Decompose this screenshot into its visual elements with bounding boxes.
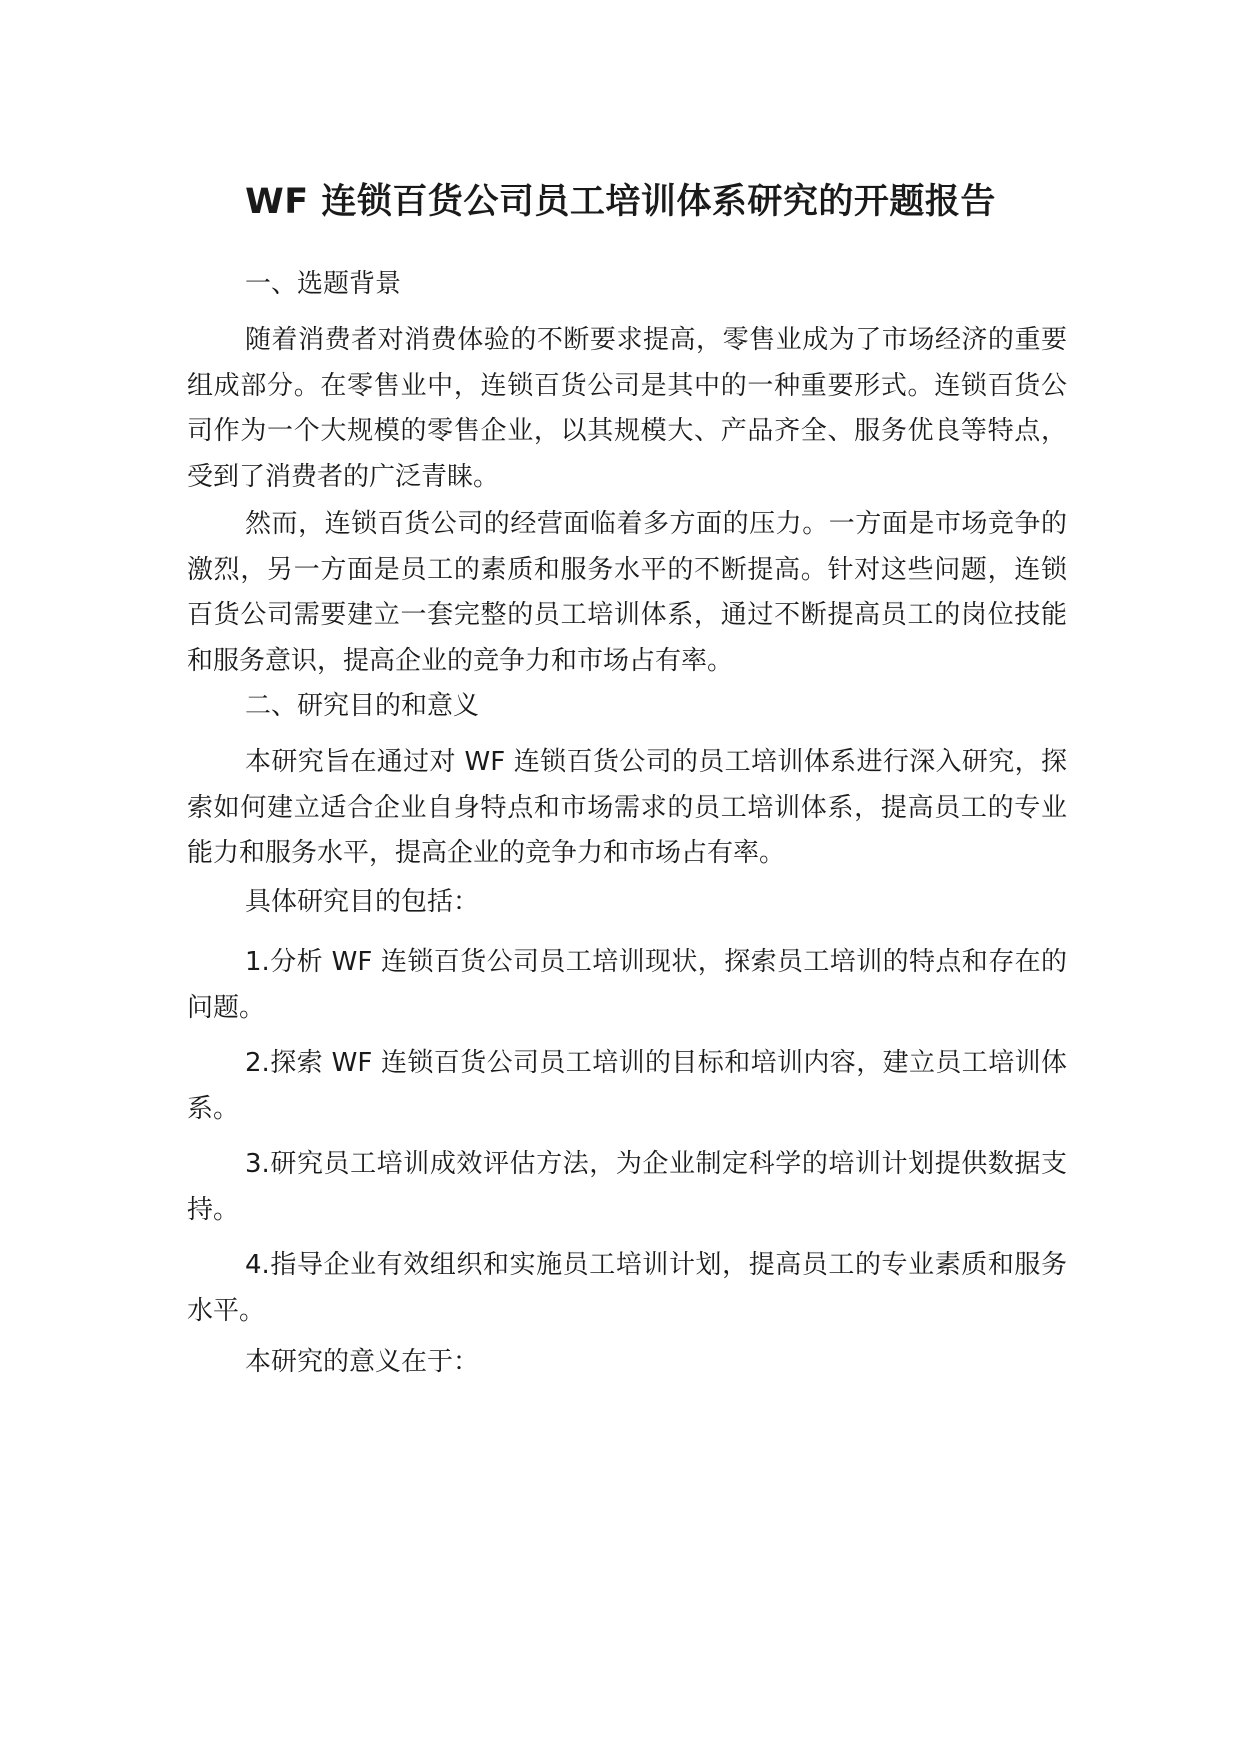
paragraph-background-1: 随着消费者对消费体验的不断要求提高，零售业成为了市场经济的重要组成部分。在零售业中，连锁百货公司是其中的一种重要形式。连锁百货公司作为一个大规模的零售企业，以其规模大、产品齐全、服务优良等特点，受到了消费者的广泛青睐。 (187, 325, 1067, 492)
significance-intro: 本研究的意义在于： (245, 1347, 480, 1377)
goal-item-1: 1.分析 WF 连锁百货公司员工培训现状，探索员工培训的特点和存在的问题。 (187, 947, 1067, 1023)
goal-item-4: 4.指导企业有效组织和实施员工培训计划，提高员工的专业素质和服务水平。 (187, 1250, 1067, 1326)
paragraph-purpose: 本研究旨在通过对 WF 连锁百货公司的员工培训体系进行深入研究，探索如何建立适合企业自身特点和市场需求的员工培训体系，提高员工的专业能力和服务水平，提高企业的竞争力和市场占有率。 (187, 747, 1067, 868)
section-heading-purpose: 二、研究目的和意义 (245, 691, 480, 721)
paragraph-background-2: 然而，连锁百货公司的经营面临着多方面的压力。一方面是市场竞争的激烈，另一方面是员工的素质和服务水平的不断提高。针对这些问题，连锁百货公司需要建立一套完整的员工培训体系，通过不断提高员工的岗位技能和服务意识，提高企业的竞争力和市场占有率。 (187, 509, 1067, 676)
document-title: WF 连锁百货公司员工培训体系研究的开题报告 (245, 182, 996, 222)
goal-item-3: 3.研究员工培训成效评估方法，为企业制定科学的培训计划提供数据支持。 (187, 1149, 1067, 1225)
section-heading-background: 一、选题背景 (245, 269, 402, 299)
goal-item-2: 2.探索 WF 连锁百货公司员工培训的目标和培训内容，建立员工培训体系。 (187, 1048, 1067, 1124)
goals-intro: 具体研究目的包括： (245, 887, 480, 917)
